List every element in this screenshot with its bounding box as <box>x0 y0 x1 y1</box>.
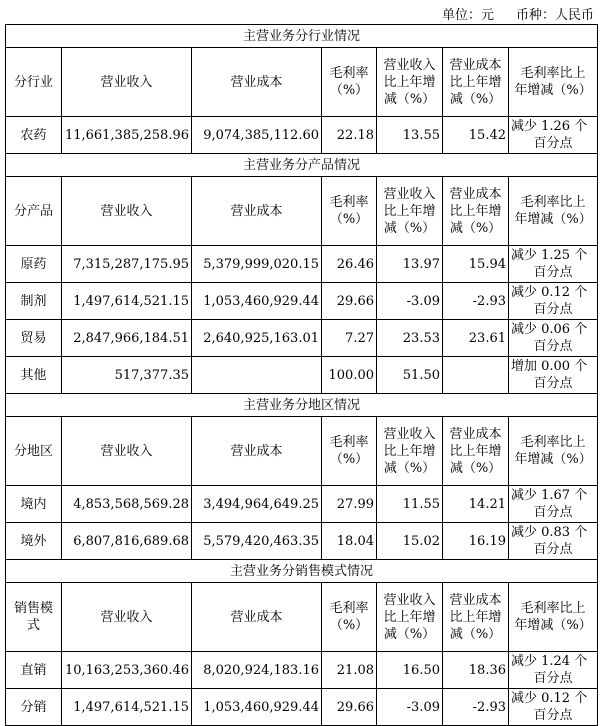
line: 分地区 <box>13 443 53 459</box>
line: 百分点 <box>533 339 573 354</box>
line: 分产品 <box>13 203 53 219</box>
line: 减（%） <box>383 626 436 642</box>
header-margin-change <box>509 48 598 117</box>
line: 减少 1.25 个 <box>511 248 588 263</box>
row-cost-change: 15.94 <box>443 246 509 283</box>
row-margin-change <box>509 486 598 523</box>
row-cost: 5,579,420,463.35 <box>192 523 322 560</box>
row-gross-margin: 100.00 <box>322 357 377 394</box>
line: 减少 0.06 个 <box>511 322 588 337</box>
header-row <box>6 417 598 486</box>
line: 减少 0.12 个 <box>511 691 588 706</box>
line: 营业收入 <box>383 186 436 202</box>
row-cost-change: 15.42 <box>443 117 509 154</box>
row-cost-change: 18.36 <box>443 652 509 689</box>
row-revenue: 2,847,966,184.51 <box>62 320 192 357</box>
section-title-row <box>6 560 598 583</box>
row-cost-change: 14.21 <box>443 486 509 523</box>
line: 毛利率 <box>329 66 369 81</box>
header-row <box>6 177 598 246</box>
line: 营业成本 <box>449 57 502 73</box>
header-revenue-change <box>377 177 443 246</box>
row-revenue: 1,497,614,521.15 <box>62 283 192 320</box>
line: 百分点 <box>533 708 573 723</box>
row-name: 其他 <box>6 357 62 394</box>
line: 减少 0.12 个 <box>511 285 588 300</box>
row-revenue-change: 23.53 <box>377 320 443 357</box>
line: 毛利率比上 <box>520 66 586 81</box>
line: 分行业 <box>13 74 53 90</box>
line: 营业收入 <box>383 426 436 442</box>
line: 比上年增 <box>383 609 436 625</box>
header-cost-change <box>443 417 509 486</box>
line: （%） <box>329 83 369 98</box>
section-title: 主营业务分行业情况 <box>6 25 598 48</box>
row-margin-change <box>509 689 598 726</box>
line: 减（%） <box>449 460 502 476</box>
line: 销售模 <box>13 601 53 616</box>
row-gross-margin: 27.99 <box>322 486 377 523</box>
line: 营业成本 <box>449 592 502 608</box>
row-revenue: 7,315,287,175.95 <box>62 246 192 283</box>
row-revenue: 10,163,253,360.46 <box>62 652 192 689</box>
row-name: 贸易 <box>6 320 62 357</box>
header-cost: 营业成本 <box>192 48 322 117</box>
header-row <box>6 583 598 652</box>
header-revenue-change <box>377 417 443 486</box>
section-title: 主营业务分销售模式情况 <box>6 560 598 583</box>
row-gross-margin: 21.08 <box>322 652 377 689</box>
row-revenue-change: 15.02 <box>377 523 443 560</box>
line: 毛利率 <box>329 435 369 450</box>
row-cost-change <box>443 357 509 394</box>
line: 百分点 <box>533 302 573 317</box>
line: 减（%） <box>383 91 436 107</box>
row-revenue-change: 11.55 <box>377 486 443 523</box>
header-revenue: 营业收入 <box>62 48 192 117</box>
header-revenue-change <box>377 48 443 117</box>
header-margin-change <box>509 583 598 652</box>
row-cost: 3,494,964,649.25 <box>192 486 322 523</box>
row-revenue: 1,497,614,521.15 <box>62 689 192 726</box>
header-gross-margin <box>322 48 377 117</box>
row-revenue-change: 13.55 <box>377 117 443 154</box>
row-gross-margin: 18.04 <box>322 523 377 560</box>
header-cost: 营业成本 <box>192 583 322 652</box>
row-gross-margin: 26.46 <box>322 246 377 283</box>
line: 减（%） <box>449 91 502 107</box>
header-gross-margin <box>322 583 377 652</box>
row-margin-change <box>509 523 598 560</box>
row-cost: 5,379,999,020.15 <box>192 246 322 283</box>
row-revenue-change: -3.09 <box>377 283 443 320</box>
line: 百分点 <box>533 376 573 391</box>
row-name: 原药 <box>6 246 62 283</box>
table-row <box>6 320 598 357</box>
row-cost: 2,640,925,163.01 <box>192 320 322 357</box>
row-gross-margin: 7.27 <box>322 320 377 357</box>
header-cost: 营业成本 <box>192 417 322 486</box>
line: 比上年增 <box>449 609 502 625</box>
row-revenue-change: -3.09 <box>377 689 443 726</box>
header-gross-margin <box>322 417 377 486</box>
line: 减少 1.24 个 <box>511 654 588 669</box>
line: 毛利率比上 <box>520 601 586 616</box>
row-cost-change: -2.93 <box>443 283 509 320</box>
line: 减（%） <box>449 220 502 236</box>
row-name: 直销 <box>6 652 62 689</box>
header-cost-change <box>443 177 509 246</box>
row-margin-change <box>509 357 598 394</box>
row-name: 分销 <box>6 689 62 726</box>
row-cost-change: -2.93 <box>443 689 509 726</box>
header-revenue: 营业收入 <box>62 583 192 652</box>
header-dimension <box>6 48 62 117</box>
line: 百分点 <box>533 136 573 151</box>
table-row <box>6 486 598 523</box>
row-cost: 1,053,460,929.44 <box>192 689 322 726</box>
row-cost-change: 16.19 <box>443 523 509 560</box>
header-revenue: 营业收入 <box>62 417 192 486</box>
row-name: 境外 <box>6 523 62 560</box>
table-row <box>6 246 598 283</box>
line: 比上年增 <box>383 203 436 219</box>
table-row <box>6 283 598 320</box>
row-revenue-change: 16.50 <box>377 652 443 689</box>
line: 毛利率比上 <box>520 435 586 450</box>
line: 营业成本 <box>449 426 502 442</box>
header-margin-change <box>509 417 598 486</box>
table-row <box>6 689 598 726</box>
line: 减少 1.26 个 <box>511 119 588 134</box>
row-revenue: 11,661,385,258.96 <box>62 117 192 154</box>
row-margin-change <box>509 320 598 357</box>
line: 年增减（%） <box>514 618 592 633</box>
row-name: 农药 <box>6 117 62 154</box>
row-margin-change <box>509 652 598 689</box>
line: 减（%） <box>449 626 502 642</box>
row-margin-change <box>509 283 598 320</box>
row-cost <box>192 357 322 394</box>
section-title-row <box>6 394 598 417</box>
row-gross-margin: 29.66 <box>322 283 377 320</box>
header-revenue-change <box>377 583 443 652</box>
header-dimension <box>6 417 62 486</box>
line: 减少 0.83 个 <box>511 525 588 540</box>
line: 比上年增 <box>383 74 436 90</box>
table-row <box>6 357 598 394</box>
section-title: 主营业务分产品情况 <box>6 154 598 177</box>
header-gross-margin <box>322 177 377 246</box>
line: 式 <box>26 618 40 633</box>
line: 营业成本 <box>449 186 502 202</box>
line: 毛利率 <box>329 195 369 210</box>
row-cost: 8,020,924,183.16 <box>192 652 322 689</box>
section-title-row <box>6 154 598 177</box>
line: 百分点 <box>533 505 573 520</box>
row-gross-margin: 29.66 <box>322 689 377 726</box>
row-name: 境内 <box>6 486 62 523</box>
row-margin-change <box>509 117 598 154</box>
currency-label: 币种：人民币 <box>515 8 594 23</box>
line: 增加 0.00 个 <box>511 359 588 374</box>
header-revenue: 营业收入 <box>62 177 192 246</box>
business-table <box>5 24 598 726</box>
header-dimension <box>6 177 62 246</box>
header-margin-change <box>509 177 598 246</box>
line: 减（%） <box>383 460 436 476</box>
header-cost: 营业成本 <box>192 177 322 246</box>
header-cost-change <box>443 583 509 652</box>
header-cost-change <box>443 48 509 117</box>
line: （%） <box>329 618 369 633</box>
row-gross-margin: 22.18 <box>322 117 377 154</box>
line: 减（%） <box>383 220 436 236</box>
row-revenue: 4,853,568,569.28 <box>62 486 192 523</box>
unit-label: 单位：元 <box>441 8 494 23</box>
section-title-row <box>6 25 598 48</box>
line: （%） <box>329 212 369 227</box>
row-name: 制剂 <box>6 283 62 320</box>
line: 毛利率比上 <box>520 195 586 210</box>
line: 比上年增 <box>449 74 502 90</box>
line: 减少 1.67 个 <box>511 488 588 503</box>
line: 比上年增 <box>449 443 502 459</box>
row-revenue-change: 13.97 <box>377 246 443 283</box>
row-cost: 1,053,460,929.44 <box>192 283 322 320</box>
line: 营业收入 <box>383 57 436 73</box>
row-revenue: 6,807,816,689.68 <box>62 523 192 560</box>
row-revenue: 517,377.35 <box>62 357 192 394</box>
row-margin-change <box>509 246 598 283</box>
line: （%） <box>329 452 369 467</box>
table-row <box>6 652 598 689</box>
line: 比上年增 <box>383 443 436 459</box>
row-cost-change: 23.61 <box>443 320 509 357</box>
line: 比上年增 <box>449 203 502 219</box>
line: 百分点 <box>533 265 573 280</box>
line: 年增减（%） <box>514 452 592 467</box>
line: 百分点 <box>533 671 573 686</box>
table-row <box>6 523 598 560</box>
header-row <box>6 48 598 117</box>
section-title: 主营业务分地区情况 <box>6 394 598 417</box>
header-dimension <box>6 583 62 652</box>
line: 年增减（%） <box>514 83 592 98</box>
table-row <box>6 117 598 154</box>
unit-line <box>442 4 594 23</box>
line: 年增减（%） <box>514 212 592 227</box>
row-revenue-change: 51.50 <box>377 357 443 394</box>
line: 百分点 <box>533 542 573 557</box>
line: 营业收入 <box>383 592 436 608</box>
line: 毛利率 <box>329 601 369 616</box>
row-cost: 9,074,385,112.60 <box>192 117 322 154</box>
